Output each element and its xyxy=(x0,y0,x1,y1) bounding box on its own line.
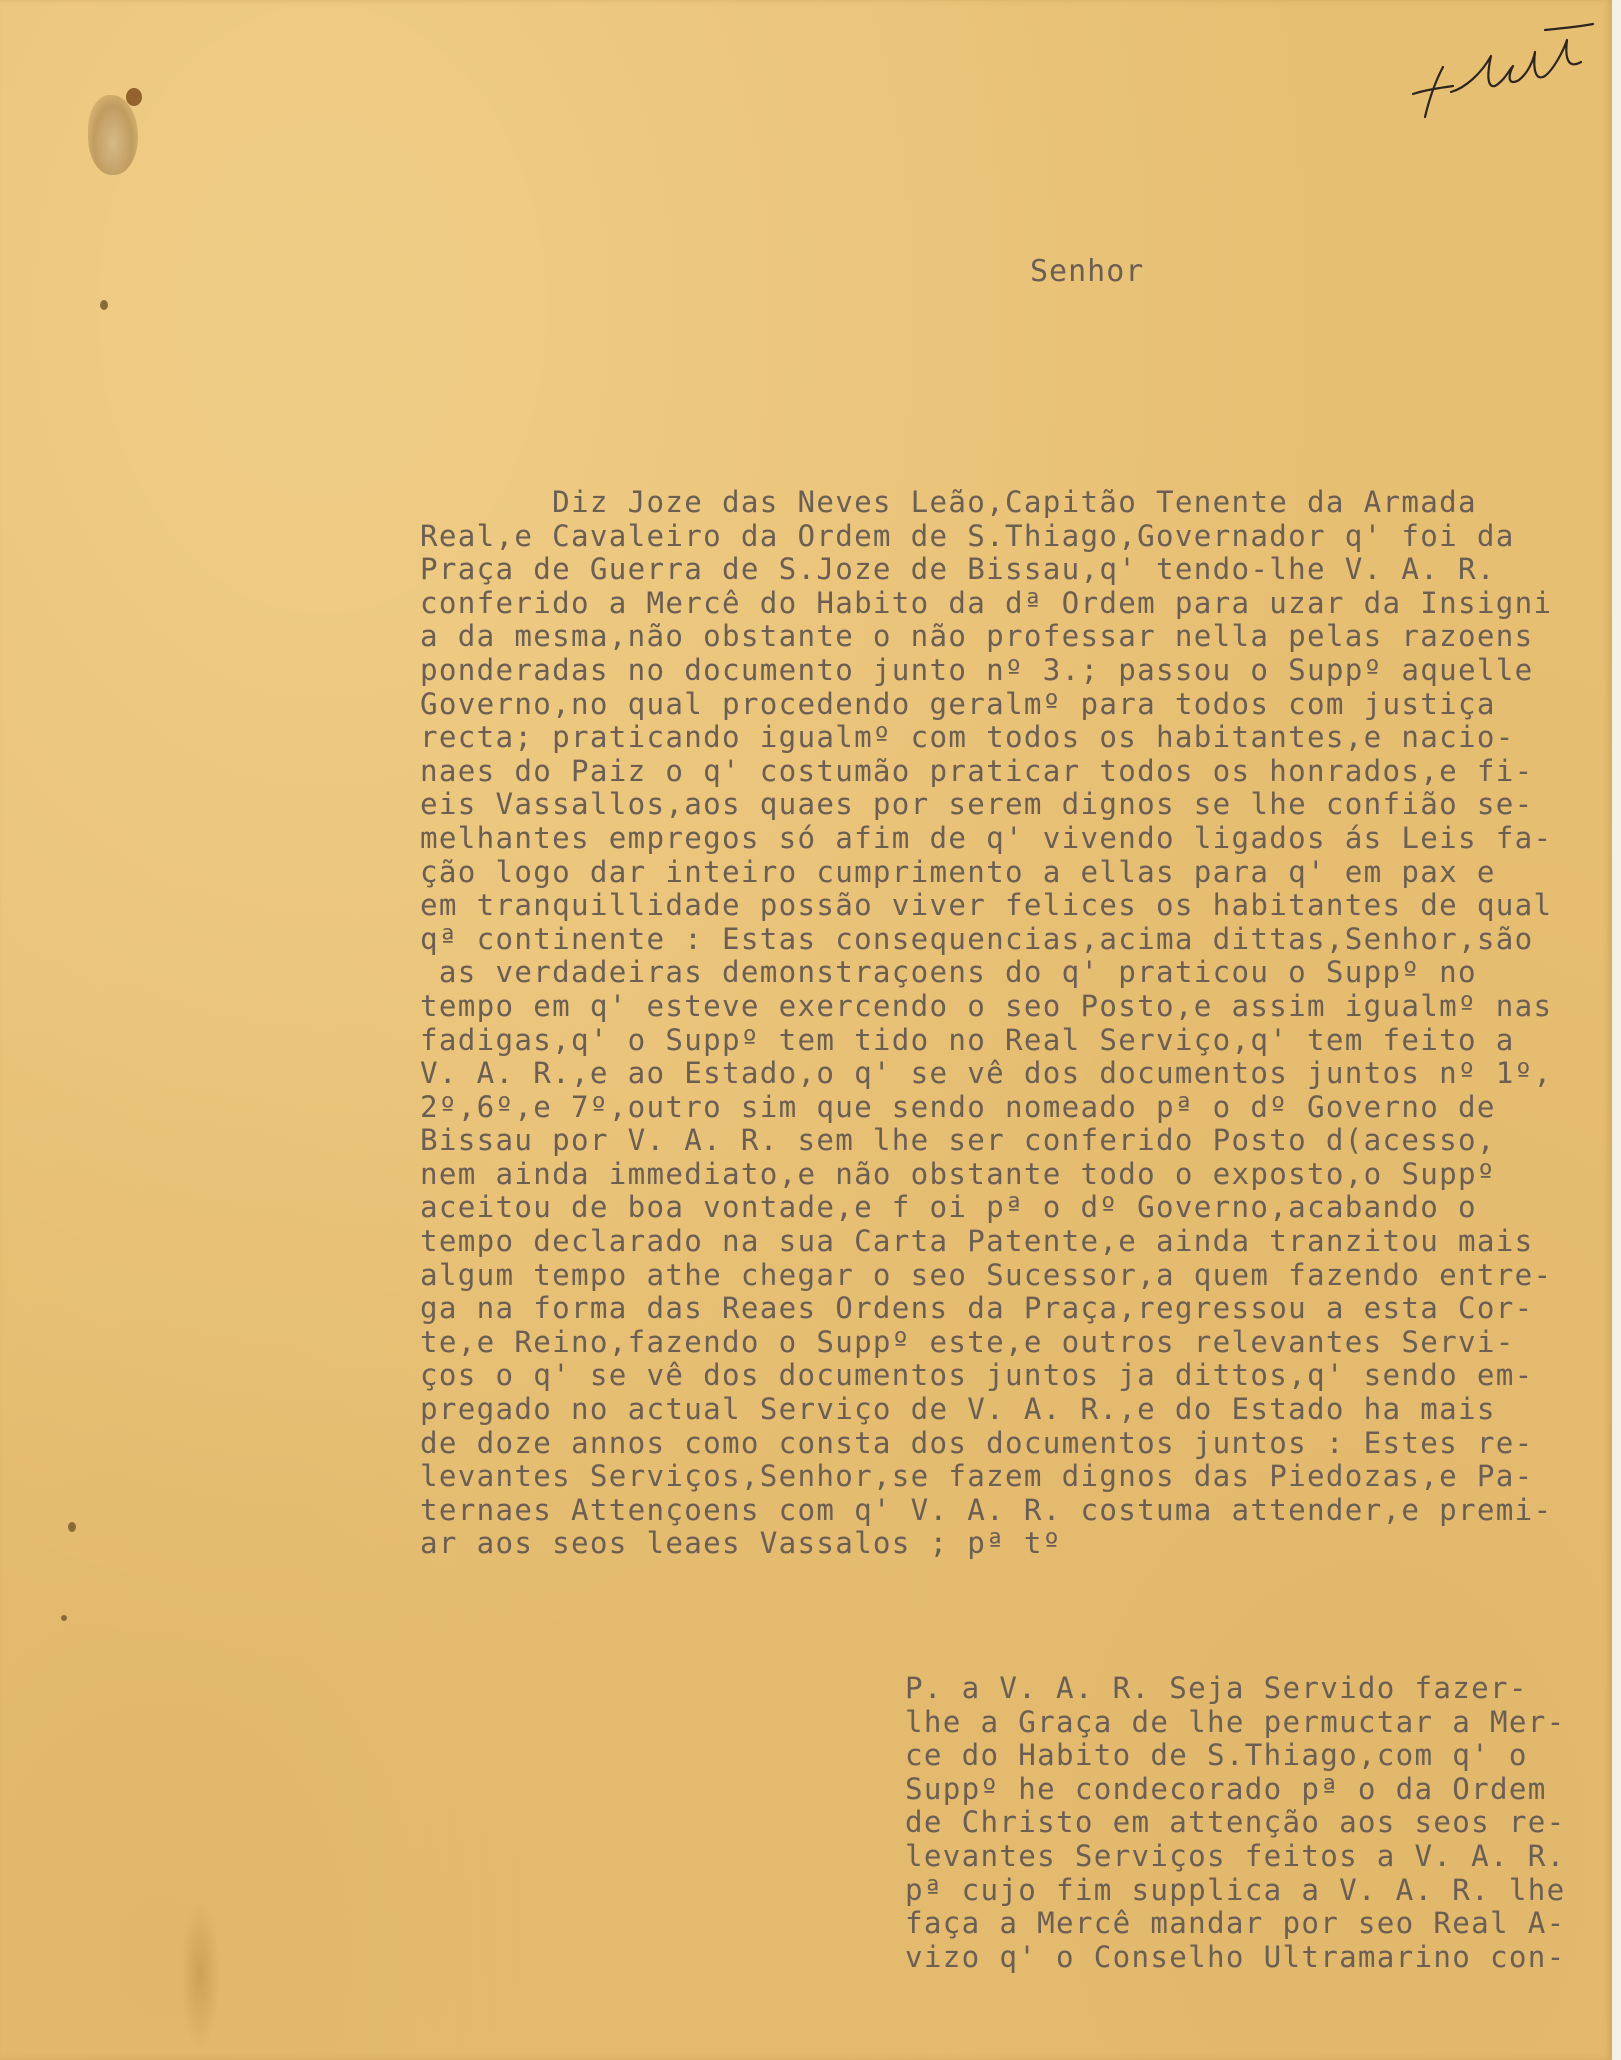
text-line: Governo,no qual procedendo geralmº para todos com justiça xyxy=(420,686,1496,721)
text-line: V. A. R.,e ao Estado,o q' se vê dos documentos juntos nº 1º, xyxy=(420,1056,1553,1091)
text-line: vizo q' o Conselho Ultramarino con- xyxy=(905,1939,1566,1974)
paper-speck xyxy=(68,1522,76,1532)
paper-wear xyxy=(180,1900,220,2050)
text-line: qª continente : Estas consequencias,acima dittas,Senhor,são xyxy=(420,921,1534,956)
text-line: P. a V. A. R. Seja Servido fazer- xyxy=(905,1671,1528,1705)
text-line: ternaes Attençoens com q' V. A. R. costuma attender,e premi- xyxy=(420,1492,1553,1527)
text-line: 2º,6º,e 7º,outro sim que sendo nomeado pª o dº Governo de xyxy=(420,1089,1496,1124)
text-line: fadigas,q' o Suppº tem tido no Real Serviço,q' tem feito a xyxy=(420,1022,1515,1057)
handwritten-initials xyxy=(1395,22,1595,132)
text-line: ga na forma das Reaes Ordens da Praça,regressou a esta Cor- xyxy=(420,1291,1534,1326)
text-line: de doze annos como consta dos documentos juntos : Estes re- xyxy=(420,1425,1534,1460)
text-line: pª cujo fim supplica a V. A. R. lhe xyxy=(905,1872,1566,1907)
text-line: conferido a Mercê do Habito da dª Ordem para uzar da Insigni xyxy=(420,585,1553,620)
text-line: algum tempo athe chegar o seo Sucessor,a quem fazendo entre- xyxy=(420,1257,1553,1292)
paper-speck xyxy=(100,300,108,310)
text-line: tempo declarado na sua Carta Patente,e ainda tranzitou mais xyxy=(420,1224,1534,1259)
text-line: ponderadas no documento junto nº 3.; passou o Suppº aquelle xyxy=(420,652,1534,687)
text-line: naes do Paiz o q' costumão praticar todos os honrados,e fi- xyxy=(420,753,1534,788)
text-line: levantes Serviços,Senhor,se fazem dignos das Piedozas,e Pa- xyxy=(420,1459,1534,1494)
petition-request xyxy=(905,1672,1605,1974)
text-line: Bissau por V. A. R. sem lhe ser conferido Posto d(acesso, xyxy=(420,1123,1496,1158)
text-line: eis Vassallos,aos quaes por serem dignos se lhe confião se- xyxy=(420,787,1534,822)
paper-stain xyxy=(88,95,138,175)
text-line: nem ainda immediato,e não obstante todo o exposto,o Suppº xyxy=(420,1156,1496,1191)
text-line: ce do Habito de S.Thiago,com q' o xyxy=(905,1738,1528,1773)
text-line: aceitou de boa vontade,e f oi pª o dº Governo,acabando o xyxy=(420,1190,1477,1225)
paper-speck xyxy=(61,1615,67,1621)
text-line: a da mesma,não obstante o não professar nella pelas razoens xyxy=(420,619,1534,654)
text-line: levantes Serviços feitos a V. A. R. xyxy=(905,1838,1566,1873)
paper-stain-dark xyxy=(126,88,142,106)
text-line: de Christo em attenção aos seos re- xyxy=(905,1805,1566,1840)
text-line: ar aos seos leaes Vassalos ; pª tº xyxy=(420,1526,1062,1561)
petition-body xyxy=(420,486,1610,1561)
text-line: recta; praticando igualmº com todos os habitantes,e nacio- xyxy=(420,720,1515,755)
text-line: tempo em q' esteve exercendo o seo Posto,e assim igualmº nas xyxy=(420,988,1553,1023)
text-line: te,e Reino,fazendo o Suppº este,e outros relevantes Servi- xyxy=(420,1324,1515,1359)
text-line: Praça de Guerra de S.Joze de Bissau,q' tendo-lhe V. A. R. xyxy=(420,552,1496,587)
text-line: Real,e Cavaleiro da Ordem de S.Thiago,Governador q' foi da xyxy=(420,518,1515,553)
text-line: ção logo dar inteiro cumprimento a ellas para q' em pax e xyxy=(420,854,1496,889)
text-line: em tranquillidade possão viver felices os habitantes de qual xyxy=(420,888,1553,923)
text-line: Diz Joze das Neves Leão,Capitão Tenente da Armada xyxy=(420,485,1477,519)
text-line: faça a Mercê mandar por seo Real A- xyxy=(905,1906,1566,1941)
text-line: melhantes empregos só afim de q' vivendo ligados ás Leis fa- xyxy=(420,820,1553,855)
text-line: pregado no actual Serviço de V. A. R.,e do Estado ha mais xyxy=(420,1392,1496,1427)
text-line: ços o q' se vê dos documentos juntos ja dittos,q' sendo em- xyxy=(420,1358,1534,1393)
text-line: Suppº he condecorado pª o da Ordem xyxy=(905,1771,1547,1806)
text-line: as verdadeiras demonstraçoens do q' praticou o Suppº no xyxy=(420,955,1477,990)
salutation: Senhor xyxy=(1030,254,1145,289)
text-line: lhe a Graça de lhe permuctar a Mer- xyxy=(905,1704,1566,1739)
